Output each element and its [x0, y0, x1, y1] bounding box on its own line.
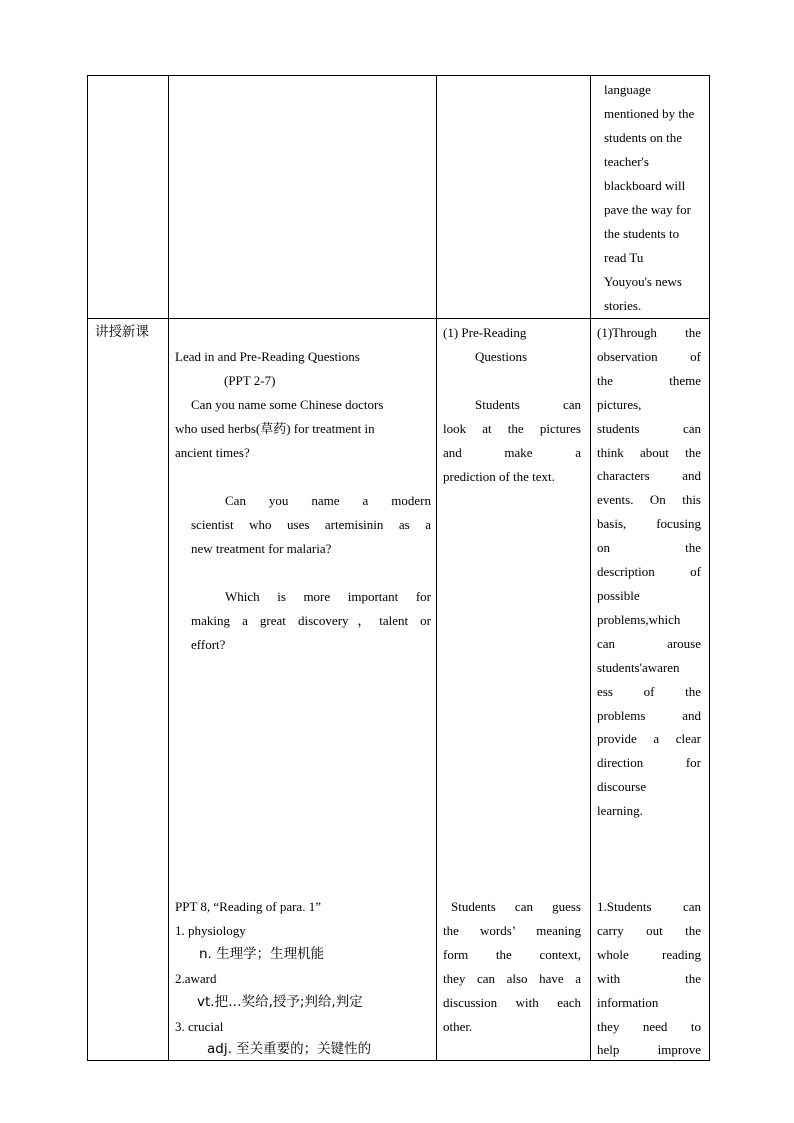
- content-cell: [169, 76, 437, 319]
- question-line: Can you name some Chinese doctors: [191, 396, 384, 412]
- purpose-line: learning.: [597, 803, 643, 819]
- purpose-line: with the: [597, 970, 701, 986]
- text-line: teacher's: [604, 154, 649, 169]
- vocab-word: 3. crucial: [175, 1018, 224, 1034]
- text-line: mentioned by the: [604, 106, 695, 121]
- purpose-text: [591, 76, 709, 318]
- purpose-line: think about the: [597, 444, 701, 460]
- purpose-line: students can: [597, 420, 701, 436]
- content-text: [169, 319, 436, 1059]
- purpose-cell: [591, 319, 710, 1061]
- purpose-line: direction for: [597, 755, 701, 771]
- stage-cell: [88, 76, 169, 319]
- stage-cell: [88, 319, 169, 1061]
- activity-line: and make a: [443, 444, 581, 460]
- activity-line: discussion with each: [443, 994, 581, 1010]
- activity-cell: [437, 76, 591, 319]
- purpose-line: description of: [597, 564, 701, 580]
- question-line: who used herbs(草药) for treatment in: [175, 420, 375, 436]
- vocab-word: 2.award: [175, 970, 217, 986]
- activity-line: the words’ meaning: [443, 922, 581, 938]
- text-line: the students to: [604, 226, 680, 241]
- purpose-line: the theme: [597, 372, 701, 388]
- text-line: blackboard will: [604, 178, 686, 193]
- purpose-line: can arouse: [597, 635, 701, 651]
- content-cell: [169, 319, 437, 1061]
- activity-line: look at the pictures: [443, 420, 581, 436]
- table-row: [88, 76, 710, 319]
- text-line: Youyou's news: [604, 274, 682, 289]
- purpose-line: characters and: [597, 468, 701, 484]
- table-row: [88, 319, 710, 1061]
- question-line: Which is more important for: [225, 589, 431, 604]
- lesson-plan-table: [87, 75, 710, 1061]
- activity-line: form the context,: [443, 946, 581, 962]
- purpose-line: they need to: [597, 1018, 701, 1034]
- vocab-word: 1. physiology: [175, 922, 246, 938]
- purpose-line: discourse: [597, 779, 647, 795]
- purpose-text: [591, 319, 709, 1059]
- activity-line: Students can guess: [451, 899, 581, 914]
- question-line: scientist who uses artemisinin as a: [191, 516, 431, 532]
- vocab-definition: vt.把…奖给,授予;判给,判定: [197, 993, 363, 1010]
- activity-text: [437, 319, 590, 1059]
- activity-line: prediction of the text.: [443, 468, 555, 484]
- text-line: pave the way for: [604, 202, 691, 217]
- activity-line: other.: [443, 1018, 473, 1034]
- purpose-line: possible: [597, 587, 640, 603]
- text-line: language: [604, 82, 651, 97]
- vocab-definition: adj. 至关重要的；关键性的: [207, 1041, 372, 1058]
- text-line: stories.: [604, 298, 642, 313]
- purpose-line: carry out the: [597, 922, 701, 938]
- purpose-line: observation of: [597, 348, 701, 364]
- lead-in-heading: Lead in and Pre-Reading Questions: [175, 349, 360, 364]
- activity-line: Students can: [475, 397, 581, 412]
- purpose-line: problems,which: [597, 611, 681, 627]
- stage-label: 讲授新课: [95, 324, 149, 340]
- purpose-line: 1.Students can: [597, 899, 701, 914]
- activity-heading: (1) Pre-Reading: [443, 325, 527, 340]
- text-line: students on the: [604, 130, 682, 145]
- activity-line: they can also have a: [443, 970, 581, 986]
- ppt8-heading: PPT 8, “Reading of para. 1”: [175, 899, 321, 914]
- activity-cell: [437, 319, 591, 1061]
- purpose-line: problems and: [597, 707, 701, 723]
- purpose-line: ess of the: [597, 683, 701, 699]
- question-line: ancient times?: [175, 444, 250, 460]
- purpose-line: information: [597, 994, 659, 1010]
- question-line: new treatment for malaria?: [191, 540, 332, 556]
- purpose-line: pictures,: [597, 396, 642, 412]
- question-line: effort?: [191, 636, 226, 652]
- purpose-line: provide a clear: [597, 731, 701, 747]
- activity-heading: Questions: [475, 348, 527, 364]
- purpose-line: events. On this: [597, 492, 701, 508]
- question-line: Can you name a modern: [225, 493, 431, 508]
- purpose-line: (1)Through the: [597, 325, 701, 340]
- purpose-line: on the: [597, 540, 701, 556]
- question-line: making a great discovery，talent or: [191, 612, 431, 628]
- vocab-definition: n. 生理学；生理机能: [199, 945, 325, 962]
- purpose-line: help improve: [597, 1042, 701, 1058]
- ppt-range: (PPT 2-7): [224, 372, 276, 388]
- purpose-line: basis, focusing: [597, 516, 701, 532]
- purpose-line: whole reading: [597, 946, 701, 962]
- text-line: read Tu: [604, 250, 644, 265]
- purpose-cell: [591, 76, 710, 319]
- purpose-line: students'awaren: [597, 659, 680, 675]
